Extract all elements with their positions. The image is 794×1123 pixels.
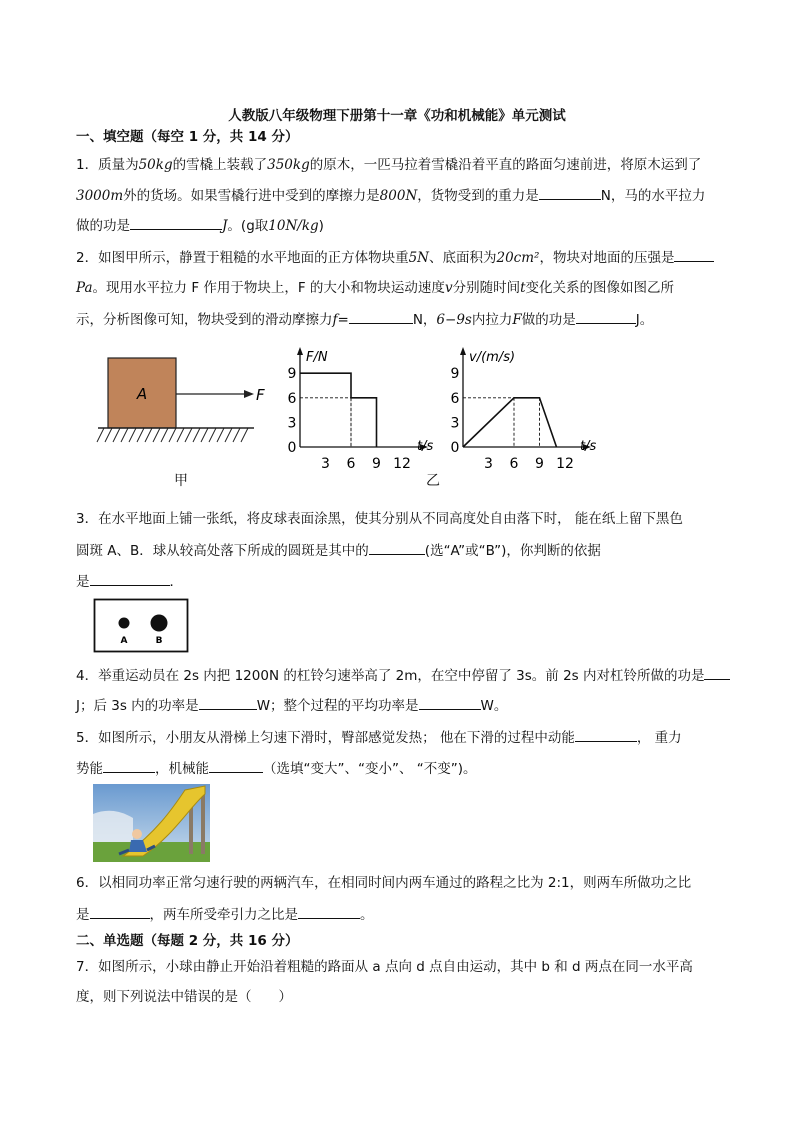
velocity-time-graph — [443, 343, 597, 473]
spot-a-label: A — [120, 636, 128, 646]
q1-line-3: 做的功是 J。(g取10N/kg) — [76, 215, 324, 236]
answer-blank[interactable] — [349, 309, 413, 324]
arrow-head-icon — [244, 390, 254, 398]
clouds — [93, 811, 133, 844]
answer-blank[interactable] — [199, 695, 257, 710]
block-label: A — [136, 385, 148, 403]
answer-blank[interactable] — [103, 758, 155, 773]
y-tick-label: 9 — [450, 366, 460, 383]
q6-line-2: 是 ，两车所受牵引力之比是 。 — [76, 904, 374, 925]
answer-blank[interactable] — [419, 695, 481, 710]
answer-blank[interactable] — [130, 215, 222, 230]
y-axis-label: F/N — [306, 350, 328, 365]
hatch-line — [225, 428, 232, 442]
x-tick-label: 12 — [556, 456, 574, 472]
hatch-line — [97, 428, 104, 442]
hatch-line — [217, 428, 224, 442]
force-label: F — [256, 386, 265, 404]
hatch-line — [145, 428, 152, 442]
x-tick-label: 3 — [484, 456, 493, 472]
hatch-line — [209, 428, 216, 442]
force-time-graph — [280, 343, 434, 473]
page-title: 人教版八年级物理下册第十一章《功和机械能》单元测试 — [228, 108, 566, 124]
hatch-line — [177, 428, 184, 442]
x-tick-label: 9 — [372, 456, 381, 472]
q2-line-2: Pa。现用水平拉力 F 作用于物块上，F 的大小和物块运动速度v分别随时间t变化关系的图像如图乙所 — [76, 280, 675, 296]
x-tick-label: 3 — [321, 456, 330, 472]
hatch-line — [105, 428, 112, 442]
answer-blank[interactable] — [90, 571, 170, 586]
answer-blank[interactable] — [576, 309, 636, 324]
hatch-line — [241, 428, 248, 442]
q1-line-1: 1．质量为50kg的雪橇上装载了350kg的原木，一匹马拉着雪橇沿着平直的路面匀速前进，将原木运到了 — [76, 157, 702, 173]
hatch-line — [233, 428, 240, 442]
answer-blank[interactable] — [704, 665, 730, 680]
spot-b-label: B — [155, 636, 163, 646]
hatch-line — [113, 428, 120, 442]
answer-blank[interactable] — [209, 758, 263, 773]
section-heading-single-choice: 二、单选题（每题 2 分，共 16 分） — [76, 933, 299, 949]
ground-hatching — [97, 428, 248, 442]
hatch-line — [137, 428, 144, 442]
hatch-line — [193, 428, 200, 442]
figure-caption-jia: 甲 — [174, 473, 188, 489]
hatch-line — [169, 428, 176, 442]
q3-line-3: 是 ． — [76, 571, 183, 592]
x-axis-label: t/s — [580, 439, 597, 454]
y-tick-label: 3 — [450, 415, 460, 432]
figure-jia-block-diagram — [96, 350, 266, 450]
hatch-line — [161, 428, 168, 442]
section-heading-fill-in: 一、填空题（每空 1 分，共 14 分） — [76, 129, 299, 145]
series-line-v — [463, 398, 557, 447]
q2-line-3: 示，分析图像可知，物块受到的滑动摩擦力f= N，6−9s内拉力F做的功是 J。 — [76, 309, 653, 330]
answer-blank[interactable] — [674, 247, 714, 262]
y-tick-label: 6 — [287, 390, 297, 407]
origin-label: 0 — [287, 440, 297, 456]
hatch-line — [121, 428, 128, 442]
q4-line-1: 4．举重运动员在 2s 内把 1200N 的杠铃匀速举高了 2m，在空中停留了 3s。前 2s 内对杠铃所做的功是 — [76, 665, 730, 686]
y-tick-label: 3 — [287, 415, 297, 432]
x-tick-label: 6 — [346, 456, 356, 472]
slide-illustration — [93, 784, 210, 862]
q3-line-1: 3．在水平地面上铺一张纸，将皮球表面涂黑，使其分别从不同高度处自由落下时， 能在纸上留下黑色 — [76, 511, 683, 527]
hatch-line — [129, 428, 136, 442]
q5-line-2: 势能 ，机械能 （选填“变大”、“变小”、 “不变”)。 — [76, 758, 477, 779]
q2-line-1: 2．如图甲所示，静置于粗糙的水平地面的正方体物块重5N、底面积为20cm²，物块对地面的压强是 — [76, 247, 714, 268]
hatch-line — [185, 428, 192, 442]
series-line-F — [300, 373, 377, 447]
q1-line-2: 3000m外的货场。如果雪橇行进中受到的摩擦力是800N，货物受到的重力是 N，马的水平拉力 — [76, 185, 705, 206]
x-tick-label: 12 — [393, 456, 411, 472]
spot-a — [119, 618, 130, 629]
y-axis-label: v/(m/s) — [469, 350, 516, 365]
q7-line-1: 7．如图所示，小球由静止开始沿着粗糙的路面从 a 点向 d 点自由运动，其中 b 和 d 两点在同一水平高 — [76, 959, 693, 975]
q6-line-1: 6．以相同功率正常匀速行驶的两辆汽车，在相同时间内两车通过的路程之比为 2:1，则两车所做功之比 — [76, 875, 692, 891]
q7-line-2: 度，则下列说法中错误的是（ ） — [76, 989, 292, 1005]
y-tick-label: 6 — [450, 390, 460, 407]
x-axis-label: t/s — [417, 439, 434, 454]
y-tick-label: 9 — [287, 366, 297, 383]
hatch-line — [153, 428, 160, 442]
y-axis-arrow-icon — [460, 347, 466, 355]
answer-blank[interactable] — [298, 904, 360, 919]
q3-line-2: 圆斑 A、B．球从较高处落下所成的圆斑是其中的 (选“A”或“B”)，你判断的依据 — [76, 540, 601, 561]
x-tick-label: 9 — [535, 456, 544, 472]
origin-label: 0 — [450, 440, 460, 456]
answer-blank[interactable] — [539, 185, 601, 200]
spot-b — [151, 615, 168, 632]
q5-line-1: 5．如图所示，小朋友从滑梯上匀速下滑时，臀部感觉发热； 他在下滑的过程中动能 ， 重力 — [76, 727, 682, 748]
answer-blank[interactable] — [369, 540, 425, 555]
q4-line-2: J；后 3s 内的功率是 W；整个过程的平均功率是 W。 — [76, 695, 507, 716]
paper-sheet — [95, 600, 188, 652]
hatch-line — [201, 428, 208, 442]
answer-blank[interactable] — [90, 904, 150, 919]
y-axis-arrow-icon — [297, 347, 303, 355]
answer-blank[interactable] — [575, 727, 637, 742]
child-head — [132, 829, 142, 839]
paper-spots-figure — [93, 598, 189, 653]
figure-caption-yi: 乙 — [426, 473, 440, 489]
x-tick-label: 6 — [509, 456, 519, 472]
